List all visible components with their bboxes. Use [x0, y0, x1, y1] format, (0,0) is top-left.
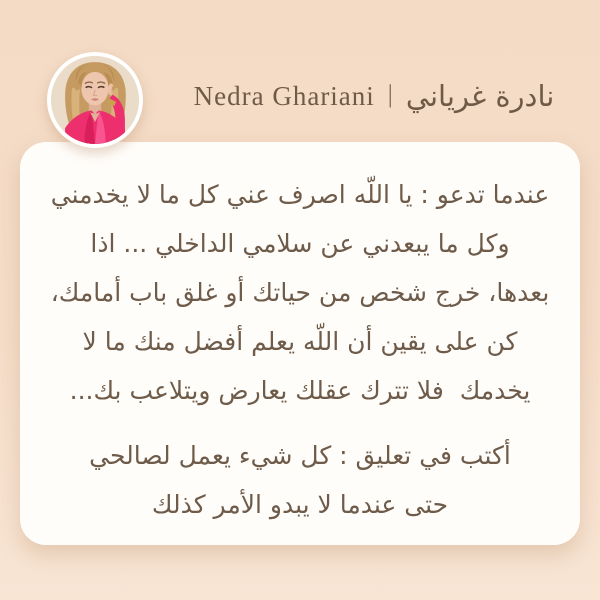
quote-line: بعدها، خرج شخص من حياتك أو غلق باب أمامك،: [50, 278, 550, 307]
avatar: [47, 52, 143, 148]
quote-line: حتى عندما لا يبدو الأمر كذلك: [151, 490, 449, 519]
avatar-illustration: [51, 56, 139, 144]
quote-line: أكتب في تعليق : كل شيء يعمل لصالحي: [89, 441, 511, 470]
quote-text: [46, 170, 554, 529]
quote-line: يخدمك فلا تترك عقلك يعارض ويتلاعب بك...: [69, 376, 531, 405]
quote-card: [20, 142, 580, 545]
quote-line: كن على يقين أن اللّه يعلم أفضل منك ما لا: [82, 327, 518, 356]
name-latin: Nedra Ghariani: [193, 80, 375, 111]
quote-line: وكل ما يبعدني عن سلامي الداخلي ... اذا: [90, 229, 510, 258]
quote-paragraph-2: [46, 431, 554, 529]
header-title: [160, 72, 588, 120]
name-arabic: نادرة غرياني: [405, 79, 555, 113]
quote-line: عندما تدعو : يا اللّه اصرف عني كل ما لا يخدمني: [50, 180, 550, 209]
name-separator: |: [387, 81, 393, 108]
quote-paragraph-1: [46, 170, 554, 415]
